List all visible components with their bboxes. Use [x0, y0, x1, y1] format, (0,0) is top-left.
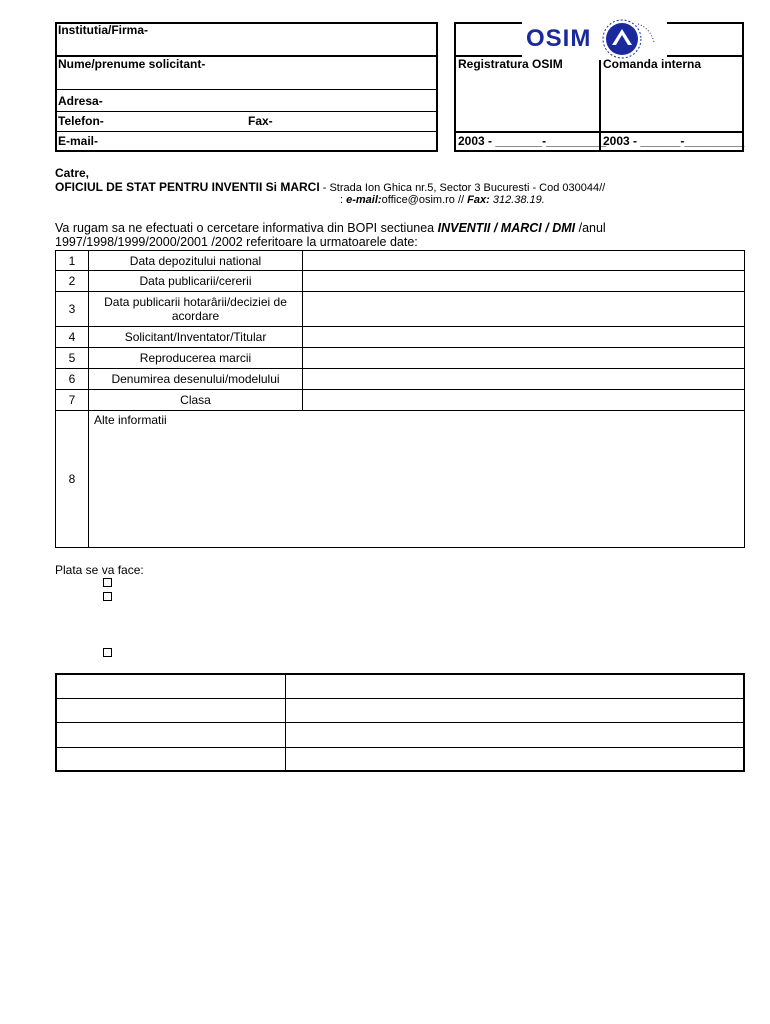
table-row — [56, 251, 745, 271]
payment-cell-3b[interactable] — [288, 724, 742, 745]
divider — [55, 131, 438, 132]
payment-cell-1a[interactable] — [58, 676, 283, 696]
fax-value: 312.38.19. — [489, 194, 545, 206]
telefon-field[interactable] — [112, 113, 242, 130]
payment-option-1-checkbox[interactable] — [103, 578, 112, 587]
row-number: 4 — [56, 327, 89, 348]
row-number: 2 — [56, 271, 89, 292]
row-value-cell[interactable] — [303, 390, 745, 411]
request-line-2: 1997/1998/1999/2000/2001 /2002 referitoare la urmatoarele date: — [55, 235, 418, 249]
adresa-label: Adresa- — [58, 94, 103, 108]
request-line-1 — [55, 221, 752, 235]
row-value-input[interactable] — [303, 349, 744, 368]
payment-cell-2b[interactable] — [288, 700, 742, 720]
fax-field[interactable] — [278, 113, 435, 130]
row-value-cell[interactable] — [303, 369, 745, 390]
table-row — [56, 271, 745, 292]
row-number: 1 — [56, 251, 89, 271]
email-value: office@osim.ro — [381, 194, 455, 206]
fax-label: Fax: — [467, 194, 490, 206]
row-value-input[interactable] — [303, 272, 744, 291]
payment-cell-1b[interactable] — [288, 676, 742, 696]
other-info-cell[interactable] — [89, 411, 745, 548]
payment-option-3-checkbox[interactable] — [103, 648, 112, 657]
office-address: - Strada Ion Ghica nr.5, Sector 3 Bucuresti - Cod 030044// — [319, 182, 606, 194]
row-value-cell[interactable] — [303, 327, 745, 348]
divider — [55, 111, 438, 112]
contact-sep: // — [454, 194, 468, 206]
table-row — [56, 348, 745, 369]
office-line — [55, 180, 667, 194]
payment-cell-3a[interactable] — [58, 724, 283, 745]
table-row — [56, 327, 745, 348]
row-label: Data publicarii/cererii — [89, 271, 303, 292]
divider — [55, 698, 745, 699]
request-text-c: /anul — [578, 221, 606, 235]
telefon-label: Telefon- — [58, 114, 104, 128]
email-field[interactable] — [105, 133, 435, 149]
comanda-number: 2003 - ______-_________ — [603, 134, 745, 148]
fax-label: Fax- — [248, 114, 273, 128]
table-row — [56, 369, 745, 390]
nume-label: Nume/prenume solicitant- — [58, 57, 206, 71]
institutia-label: Institutia/Firma- — [58, 23, 149, 37]
row-number: 5 — [56, 348, 89, 369]
table-row — [56, 411, 745, 548]
contact-prefix: : — [340, 194, 347, 206]
row-label: Data publicarii hotarârii/deciziei de acordare — [89, 292, 303, 327]
osim-logo-text: OSIM — [526, 25, 592, 52]
registratura-label: Registratura OSIM — [458, 57, 563, 71]
row-number: 3 — [56, 292, 89, 327]
row-number: 8 — [56, 411, 89, 548]
divider — [55, 89, 438, 90]
office-name: OFICIUL DE STAT PENTRU INVENTII Si MARCI — [55, 180, 320, 194]
other-info-label: Alte informatii — [94, 413, 167, 427]
divider — [285, 673, 286, 772]
payment-cell-2a[interactable] — [58, 700, 283, 720]
row-label: Reproducerea marcii — [89, 348, 303, 369]
email-label: e-mail: — [346, 194, 382, 206]
row-value-cell[interactable] — [303, 348, 745, 369]
row-label: Data depozitului national — [89, 251, 303, 271]
adresa-field[interactable] — [110, 92, 435, 110]
nume-field[interactable] — [222, 58, 435, 86]
row-number: 6 — [56, 369, 89, 390]
catre-label: Catre, — [55, 166, 90, 180]
row-value-cell[interactable] — [303, 292, 745, 327]
row-value-input[interactable] — [303, 293, 744, 326]
osim-emblem-icon — [600, 18, 664, 60]
row-label: Denumirea desenului/modelului — [89, 369, 303, 390]
row-value-input[interactable] — [303, 252, 744, 270]
row-value-input[interactable] — [303, 370, 744, 389]
row-value-input[interactable] — [303, 328, 744, 347]
data-table — [55, 250, 745, 548]
payment-option-2-checkbox[interactable] — [103, 592, 112, 601]
row-label: Clasa — [89, 390, 303, 411]
row-label: Solicitant/Inventator/Titular — [89, 327, 303, 348]
request-sections: INVENTII / MARCI / DMI — [437, 221, 576, 235]
row-value-input[interactable] — [303, 391, 744, 410]
registratura-number: 2003 - _______-_________ — [458, 134, 607, 148]
osim-logo — [522, 18, 667, 60]
payment-cell-4a[interactable] — [58, 749, 283, 769]
row-value-cell[interactable] — [303, 251, 745, 271]
table-row — [56, 292, 745, 327]
row-value-cell[interactable] — [303, 271, 745, 292]
divider — [55, 722, 745, 723]
row-number: 7 — [56, 390, 89, 411]
other-info-input[interactable] — [93, 429, 737, 545]
table-row — [56, 390, 745, 411]
divider — [55, 747, 745, 748]
email-label: E-mail- — [58, 134, 99, 148]
institutia-field[interactable] — [160, 25, 435, 53]
payment-cell-4b[interactable] — [288, 749, 742, 769]
contact-line — [340, 194, 545, 206]
request-text-a: Va rugam sa ne efectuati o cercetare informativa din BOPI sectiunea — [55, 221, 438, 235]
comanda-label: Comanda interna — [603, 57, 702, 71]
payment-label: Plata se va face: — [55, 563, 144, 577]
